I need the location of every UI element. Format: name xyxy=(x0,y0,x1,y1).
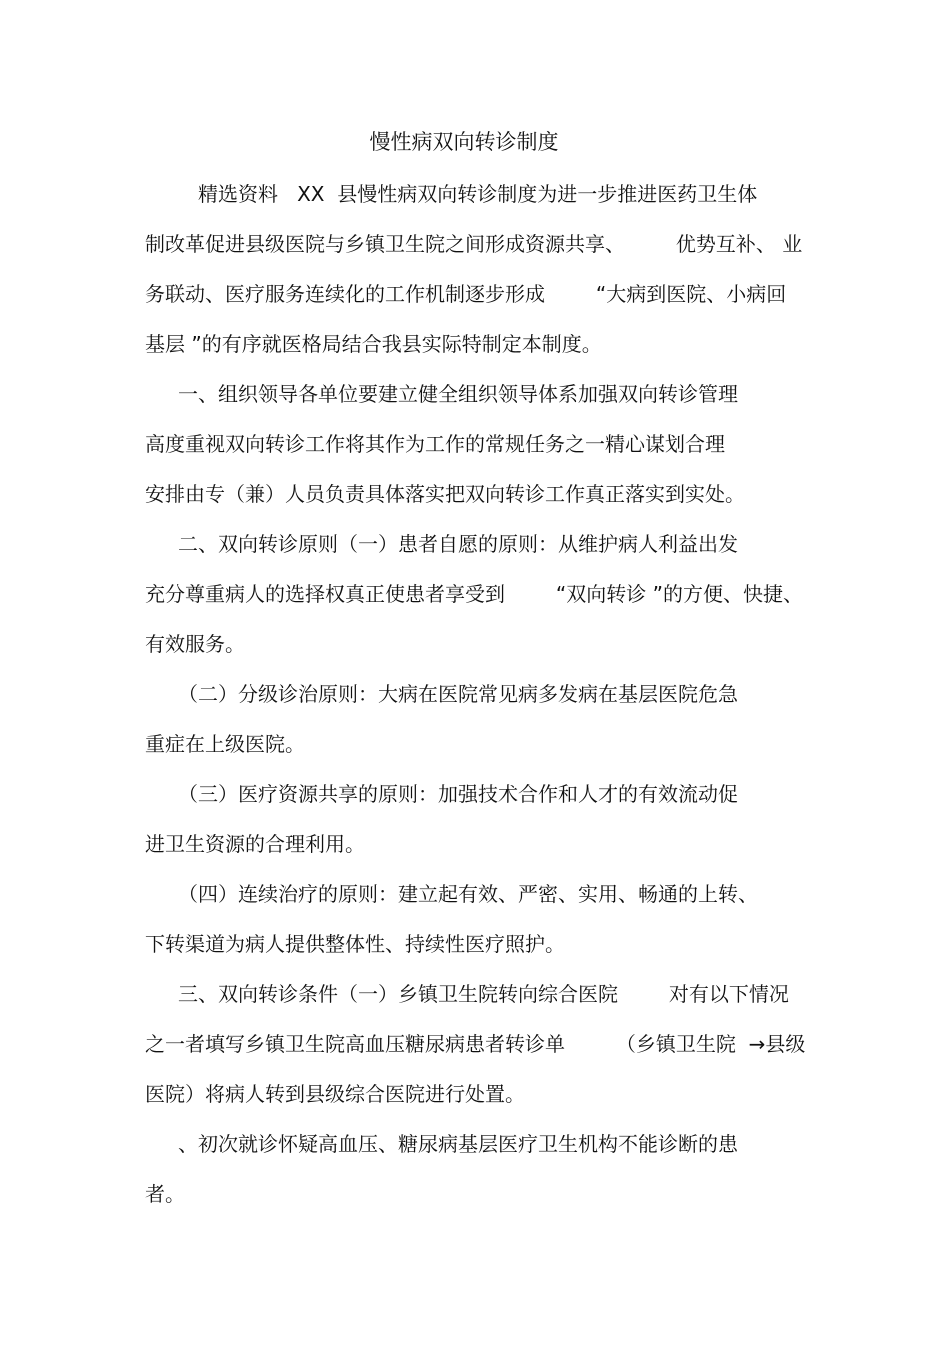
paragraph-line: 充分尊重病人的选择权真正使患者享受到 “双向转诊 ”的方便、快捷、 xyxy=(145,582,803,606)
paragraph-line: （三）医疗资源共享的原则：加强技术合作和人才的有效流动促 xyxy=(178,782,738,806)
paragraph-line: 基层 ”的有序就医格局结合我县实际特制定本制度。 xyxy=(145,332,602,356)
document-title: 慢性病双向转诊制度 xyxy=(369,130,559,154)
paragraph-line: 、初次就诊怀疑高血压、糖尿病基层医疗卫生机构不能诊断的患 xyxy=(178,1132,738,1156)
paragraph-line: 者。 xyxy=(145,1182,185,1206)
paragraph-line: 医院）将病人转到县级综合医院进行处置。 xyxy=(145,1082,525,1106)
paragraph-line: 重症在上级医院。 xyxy=(145,732,305,756)
paragraph-line: （四）连续治疗的原则：建立起有效、严密、实用、畅通的上转、 xyxy=(178,882,758,906)
paragraph-line: 有效服务。 xyxy=(145,632,245,656)
paragraph-line: 三、双向转诊条件（一）乡镇卫生院转向综合医院 对有以下情况 xyxy=(178,982,789,1006)
paragraph-line: 务联动、医疗服务连续化的工作机制逐步形成 “大病到医院、小病回 xyxy=(145,282,787,306)
paragraph-line: 制改革促进县级医院与乡镇卫生院之间形成资源共享、 优势互补、 业 xyxy=(145,232,803,256)
paragraph-line: 下转渠道为病人提供整体性、持续性医疗照护。 xyxy=(145,932,565,956)
paragraph-line: 安排由专（兼）人员负责具体落实把双向转诊工作真正落实到实处。 xyxy=(145,482,745,506)
paragraph-line: 二、双向转诊原则（一）患者自愿的原则：从维护病人利益出发 xyxy=(178,532,738,556)
paragraph-line: （二）分级诊治原则：大病在医院常见病多发病在基层医院危急 xyxy=(178,682,738,706)
paragraph-line: 之一者填写乡镇卫生院高血压糖尿病患者转诊单 （乡镇卫生院 →县级 xyxy=(145,1032,806,1056)
paragraph-line: 进卫生资源的合理利用。 xyxy=(145,832,365,856)
paragraph-line: 一、组织领导各单位要建立健全组织领导体系加强双向转诊管理 xyxy=(178,382,738,406)
paragraph-line: 精选资料 XX 县慢性病双向转诊制度为进一步推进医药卫生体 xyxy=(198,182,758,206)
paragraph-line: 高度重视双向转诊工作将其作为工作的常规任务之一精心谋划合理 xyxy=(145,432,725,456)
